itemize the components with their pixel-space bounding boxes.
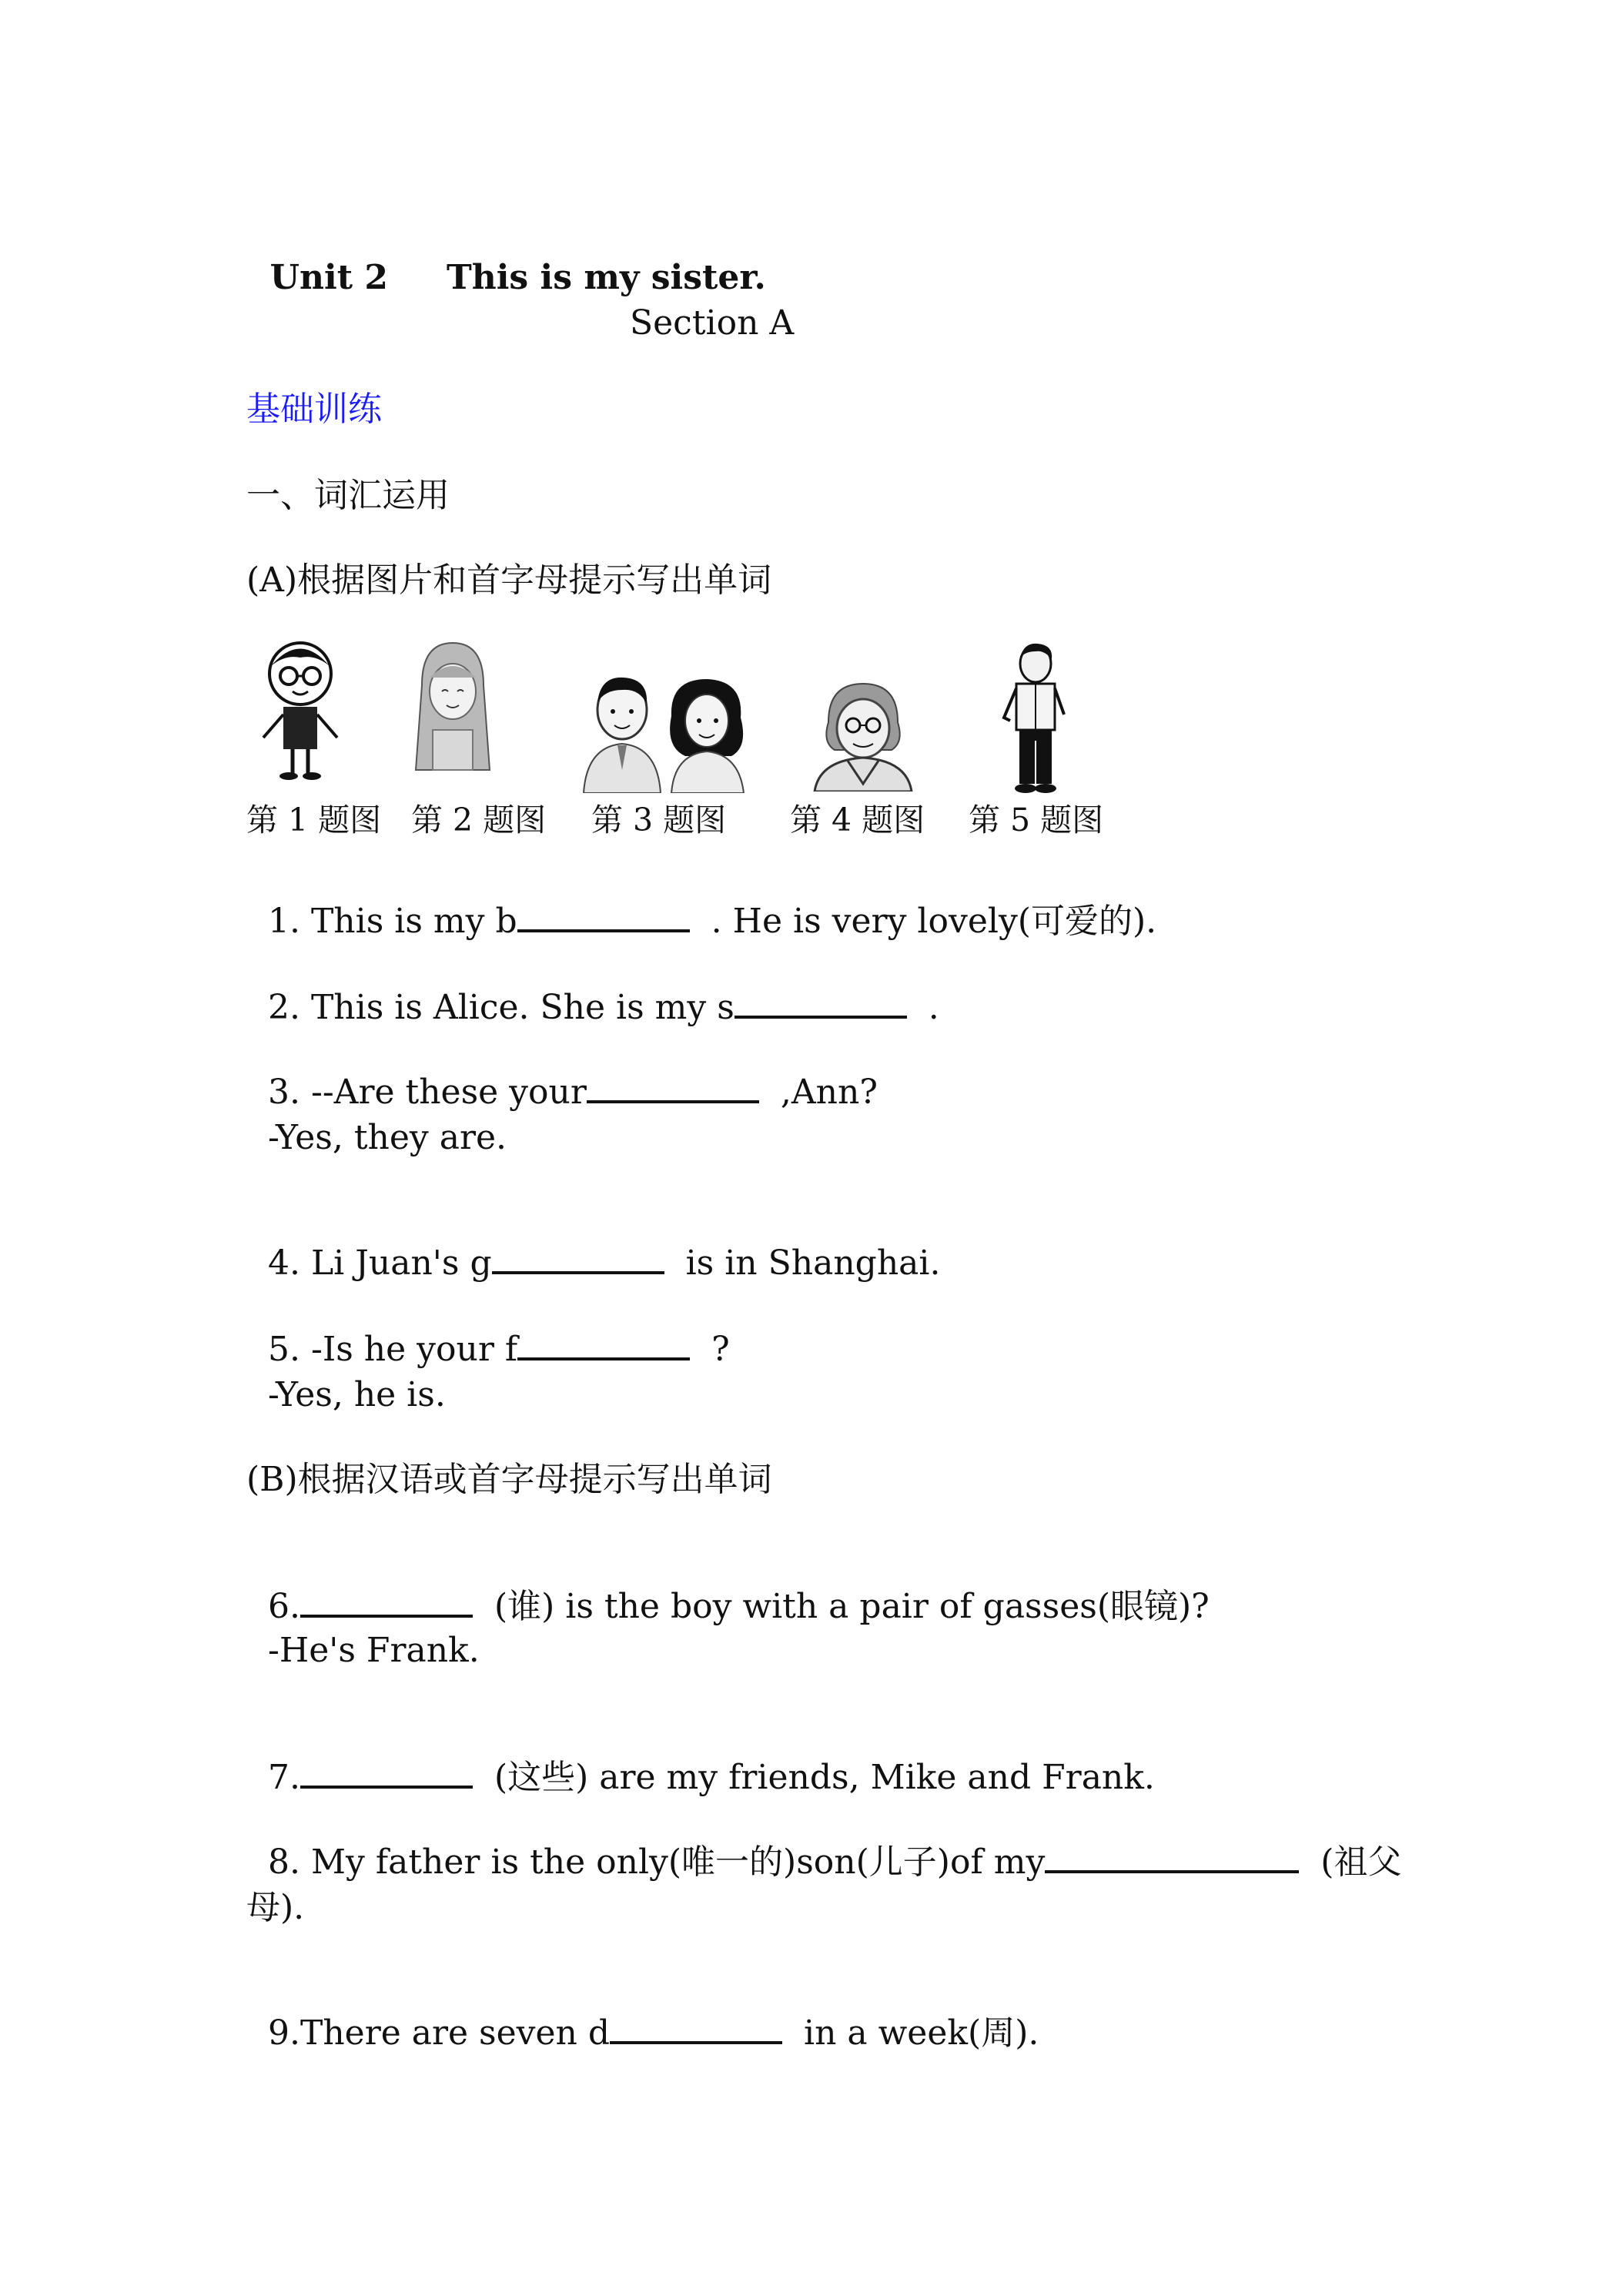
question-7 [246, 1717, 1155, 1799]
question-text: ,Ann? [758, 1072, 878, 1112]
question-text: 3. --Are these your [267, 1072, 587, 1112]
question-1 [246, 861, 1156, 942]
question-text: 1. This is my b [267, 901, 517, 941]
answer-5: -Yes, he is. [246, 1375, 446, 1414]
question-6 [246, 1546, 1210, 1628]
part-a-instructions: (A)根据图片和首字母提示写出单词 [246, 561, 772, 600]
question-text: 7. [267, 1757, 300, 1797]
question-text: 5. -Is he your f [267, 1329, 518, 1369]
part-heading: 一、词汇运用 [246, 476, 450, 515]
question-text: 8. My father is the only(唯一的)son(儿子)of my [267, 1842, 1046, 1882]
answer-blank[interactable] [610, 2013, 782, 2044]
question-text: (谁) is the boy with a pair of gasses(眼镜)? [472, 1586, 1210, 1626]
question-text: in a week(周). [782, 2013, 1039, 2053]
answer-blank[interactable] [300, 1758, 473, 1789]
answer-blank[interactable] [587, 1073, 759, 1103]
question-text: . He is very lovely(可爱的). [689, 901, 1157, 941]
question-8-continued: 母). [246, 1888, 305, 1927]
question-3 [246, 1032, 878, 1113]
question-text: ? [690, 1329, 730, 1369]
question-5 [246, 1289, 730, 1371]
question-text: 4. Li Juan's g [267, 1243, 492, 1283]
answer-3: -Yes, they are. [246, 1118, 507, 1157]
girl-long-hair-icon [407, 639, 499, 785]
grandmother-icon [805, 676, 921, 792]
boy-with-glasses-icon [246, 631, 354, 785]
question-text: is in Shanghai. [664, 1243, 941, 1283]
answer-blank[interactable] [300, 1587, 473, 1618]
section-title: Section A [630, 303, 795, 343]
question-text: 9.There are seven d [267, 2013, 611, 2053]
answer-blank[interactable] [517, 1330, 690, 1361]
question-text: (祖父 [1299, 1842, 1402, 1882]
question-8 [246, 1802, 1401, 1883]
caption-5: 第 5 题图 [969, 802, 1104, 838]
question-text: (这些) are my friends, Mike and Frank. [472, 1757, 1155, 1797]
lesson-title: This is my sister. [446, 257, 766, 297]
answer-blank[interactable] [1045, 1842, 1299, 1873]
question-4 [246, 1203, 940, 1284]
question-text: 6. [267, 1586, 300, 1626]
caption-4: 第 4 题图 [790, 802, 925, 838]
question-9 [246, 1973, 1039, 2054]
unit-label: Unit 2 [269, 257, 388, 297]
caption-2: 第 2 题图 [411, 802, 547, 838]
caption-3: 第 3 题图 [591, 802, 727, 838]
part-b-instructions: (B)根据汉语或首字母提示写出单词 [246, 1460, 772, 1499]
question-text: 2. This is Alice. She is my s [267, 987, 735, 1027]
man-standing-icon [993, 641, 1078, 795]
question-text: . [906, 987, 939, 1027]
training-heading: 基础训练 [246, 390, 382, 429]
answer-blank[interactable] [517, 902, 690, 932]
caption-1: 第 1 题图 [246, 802, 382, 838]
couple-icon [570, 670, 762, 793]
answer-blank[interactable] [492, 1243, 664, 1274]
unit-title [246, 217, 766, 299]
answer-blank[interactable] [735, 988, 907, 1019]
question-2 [246, 947, 939, 1029]
answer-6: -He's Frank. [246, 1631, 480, 1670]
